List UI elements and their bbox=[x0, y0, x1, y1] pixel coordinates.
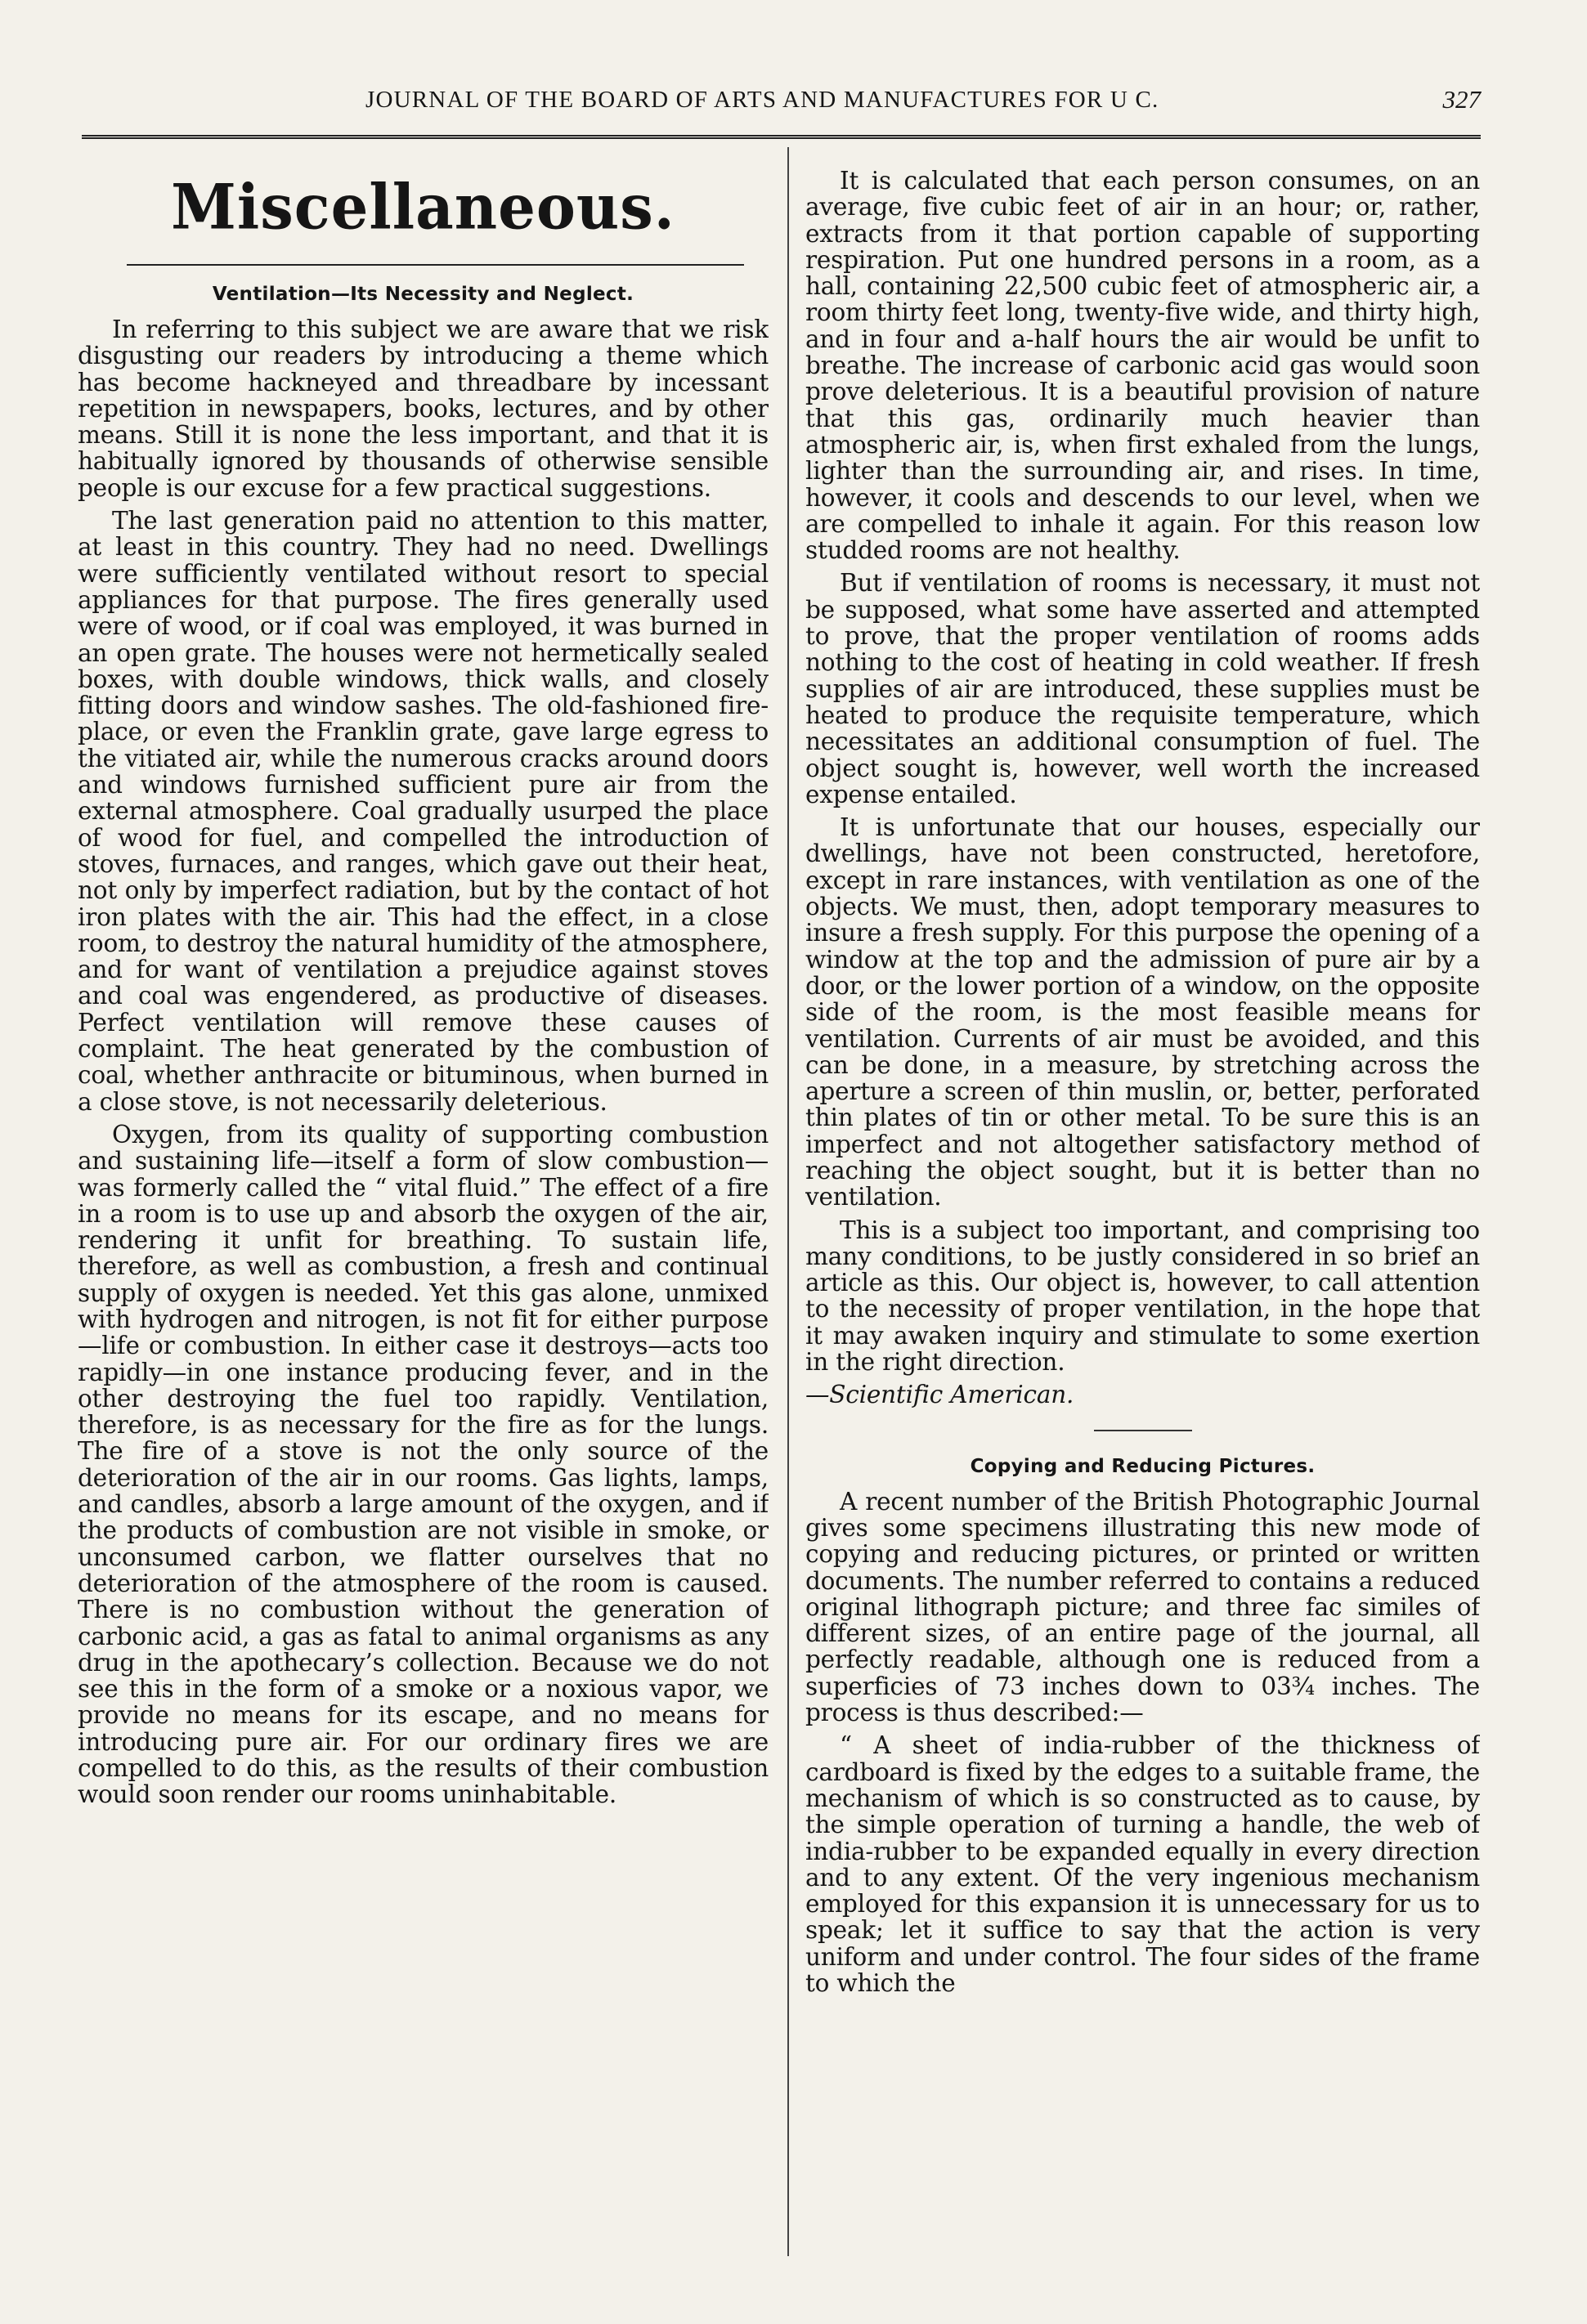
paragraph: It is calculated that each person consumes, on an average, five cubic feet of air in an hour; or, rather, extracts from it that portion capable of supporting respiration. Put one hundred persons in a room, as a hall, containing 22,500 cubic feet of atmospheric air, a room thirty feet long, twenty-five wide, and thirty high, and in four and a-half hours the air would be unfit to breathe. The increase of carbonic acid gas would soon prove deleterious. It is a beautiful provision of nature that this gas, ordinarily much heavier than atmospheric air, is, when first exhaled from the lungs, lighter than the surrounding air, and rises. In time, however, it cools and descends to our level, when we are compelled to inhale it again. For this reason low studded rooms are not healthy. bbox=[805, 168, 1480, 565]
article-heading-ventilation: Ventilation—Its Necessity and Neglect. bbox=[212, 284, 634, 305]
column-divider bbox=[787, 147, 789, 2256]
header-double-rule bbox=[82, 135, 1481, 139]
paragraph: A recent number of the British Photographic Journal gives some specimens illustrating this new mode of copying and reducing pictures, or printed or written documents. The number referred to contains a reduced original lithograph picture; and three fac similes of different sizes, of an entire page of the journal, all perfectly readable, although one is reduced from a superficies of 73 inches down to 03¾ inches. The process is thus described:— bbox=[805, 1487, 1480, 1727]
section-rule bbox=[127, 264, 744, 266]
paragraph: This is a subject too important, and comprising too many conditions, to be justly considered in so brief an article as this. Our object is, however, to call attention to the necessity of proper ventilation, in the hope that it may awaken inquiry and stimulate to some exertion in the right direction. bbox=[805, 1216, 1480, 1377]
section-title: Miscellaneous. bbox=[171, 169, 675, 244]
paragraph: But if ventilation of rooms is necessary, it must not be supposed, what some have asserted and attempted to prove, that the proper ventilation of rooms adds nothing to the cost of heating in cold weather. If fresh supplies of air are introduced, these supplies must be heated to produce the requisite temperature, which necessitates an additional consumption of fuel. The object sought is, however, well worth the increased expense entailed. bbox=[805, 569, 1480, 808]
article-separator-rule bbox=[1094, 1430, 1192, 1431]
article-signoff: —Scientific American. bbox=[805, 1381, 1074, 1409]
page-number: 327 bbox=[1442, 85, 1481, 114]
right-column bbox=[805, 168, 1480, 2228]
left-column bbox=[78, 163, 769, 2240]
running-title: JOURNAL OF THE BOARD OF ARTS AND MANUFACTURES FOR U C. bbox=[365, 86, 1159, 113]
paragraph: The last generation paid no attention to this matter, at least in this country. They had no need. Dwellings were sufficiently ventilated without resort to special appliances for that purpose. The fires generally used were of wood, or if coal was employed, it was burned in an open grate. The houses were not hermetically sealed boxes, with double windows, thick walls, and closely fitting doors and window sashes. The old-fashioned fire-place, or even the Franklin grate, gave large egress to the vitiated air, while the numerous cracks around doors and windows furnished sufficient pure air from the external atmosphere. Coal gradually usurped the place of wood for fuel, and compelled the introduction of stoves, furnaces, and ranges, which gave out their heat, not only by imperfect radiation, but by the contact of hot iron plates with the air. This had the effect, in a close room, to destroy the natural humidity of the atmosphere, and for want of ventilation a prejudice against stoves and coal was engendered, as productive of diseases. Perfect ventilation will remove these causes of complaint. The heat generated by the combustion of coal, whether anthracite or bituminous, when burned in a close stove, is not necessarily deleterious. bbox=[78, 507, 769, 1116]
paragraph: “ A sheet of india-rubber of the thickness of cardboard is fixed by the edges to a suitable frame, the mechanism of which is so constructed as to cause, by the simple operation of turning a handle, the web of india-rubber to be expanded equally in every direction and to any extent. Of the very ingenious mechanism employed for this expansion it is unnecessary for us to speak; let it suffice to say that the action is very uniform and under control. The four sides of the frame to which the bbox=[805, 1731, 1480, 1997]
running-header bbox=[82, 75, 1481, 124]
article-heading-copying: Copying and Reducing Pictures. bbox=[970, 1455, 1316, 1477]
paragraph: It is unfortunate that our houses, especially our dwellings, have not been constructed, heretofore, except in rare instances, with ventilation as one of the objects. We must, then, adopt temporary measures to insure a fresh supply. For this purpose the opening of a window at the top and the admission of pure air by a door, or the lower portion of a window, on the opposite side of the room, is the most feasible means for ventilation. Currents of air must be avoided, and this can be done, in a measure, by stretching across the aperture a screen of thin muslin, or, better, perforated thin plates of tin or other metal. To be sure this is an imperfect and not altogether satisfactory method of reaching the object sought, but it is better than no ventilation. bbox=[805, 813, 1480, 1211]
paragraph: Oxygen, from its quality of supporting combustion and sustaining life—itself a form of slow combustion—was formerly called the “ vital fluid.” The effect of a fire in a room is to use up and absorb the oxygen of the air, rendering it unfit for breathing. To sustain life, therefore, as well as combustion, a fresh and continual supply of oxygen is needed. Yet this gas alone, unmixed with hydrogen and nitrogen, is not fit for either purpose—life or combustion. In either case it destroys—acts too rapidly—in one instance producing fever, and in the other destroying the fuel too rapidly. Ventilation, therefore, is as necessary for the fire as for the lungs. The fire of a stove is not the only source of the deterioration of the air in our rooms. Gas lights, lamps, and candles, absorb a large amount of the oxygen, and if the products of combustion are not visible in smoke, or unconsumed carbon, we flatter ourselves that no deterioration of the atmosphere of the room is caused. There is no combustion without the generation of carbonic acid, a gas as fatal to animal organisms as any drug in the apothecary’s collection. Because we do not see this in the form of a smoke or a noxious vapor, we provide no means for its escape, and no means for introducing pure air. For our ordinary fires we are compelled to do this, as the results of their combustion would soon render our rooms uninhabitable. bbox=[78, 1120, 769, 1809]
paragraph: In referring to this subject we are aware that we risk disgusting our readers by introducing a theme which has become hackneyed and threadbare by incessant repetition in newspapers, books, lectures, and by other means. Still it is none the less important, and that it is habitually ignored by thousands of otherwise sensible people is our excuse for a few practical suggestions. bbox=[78, 316, 769, 502]
